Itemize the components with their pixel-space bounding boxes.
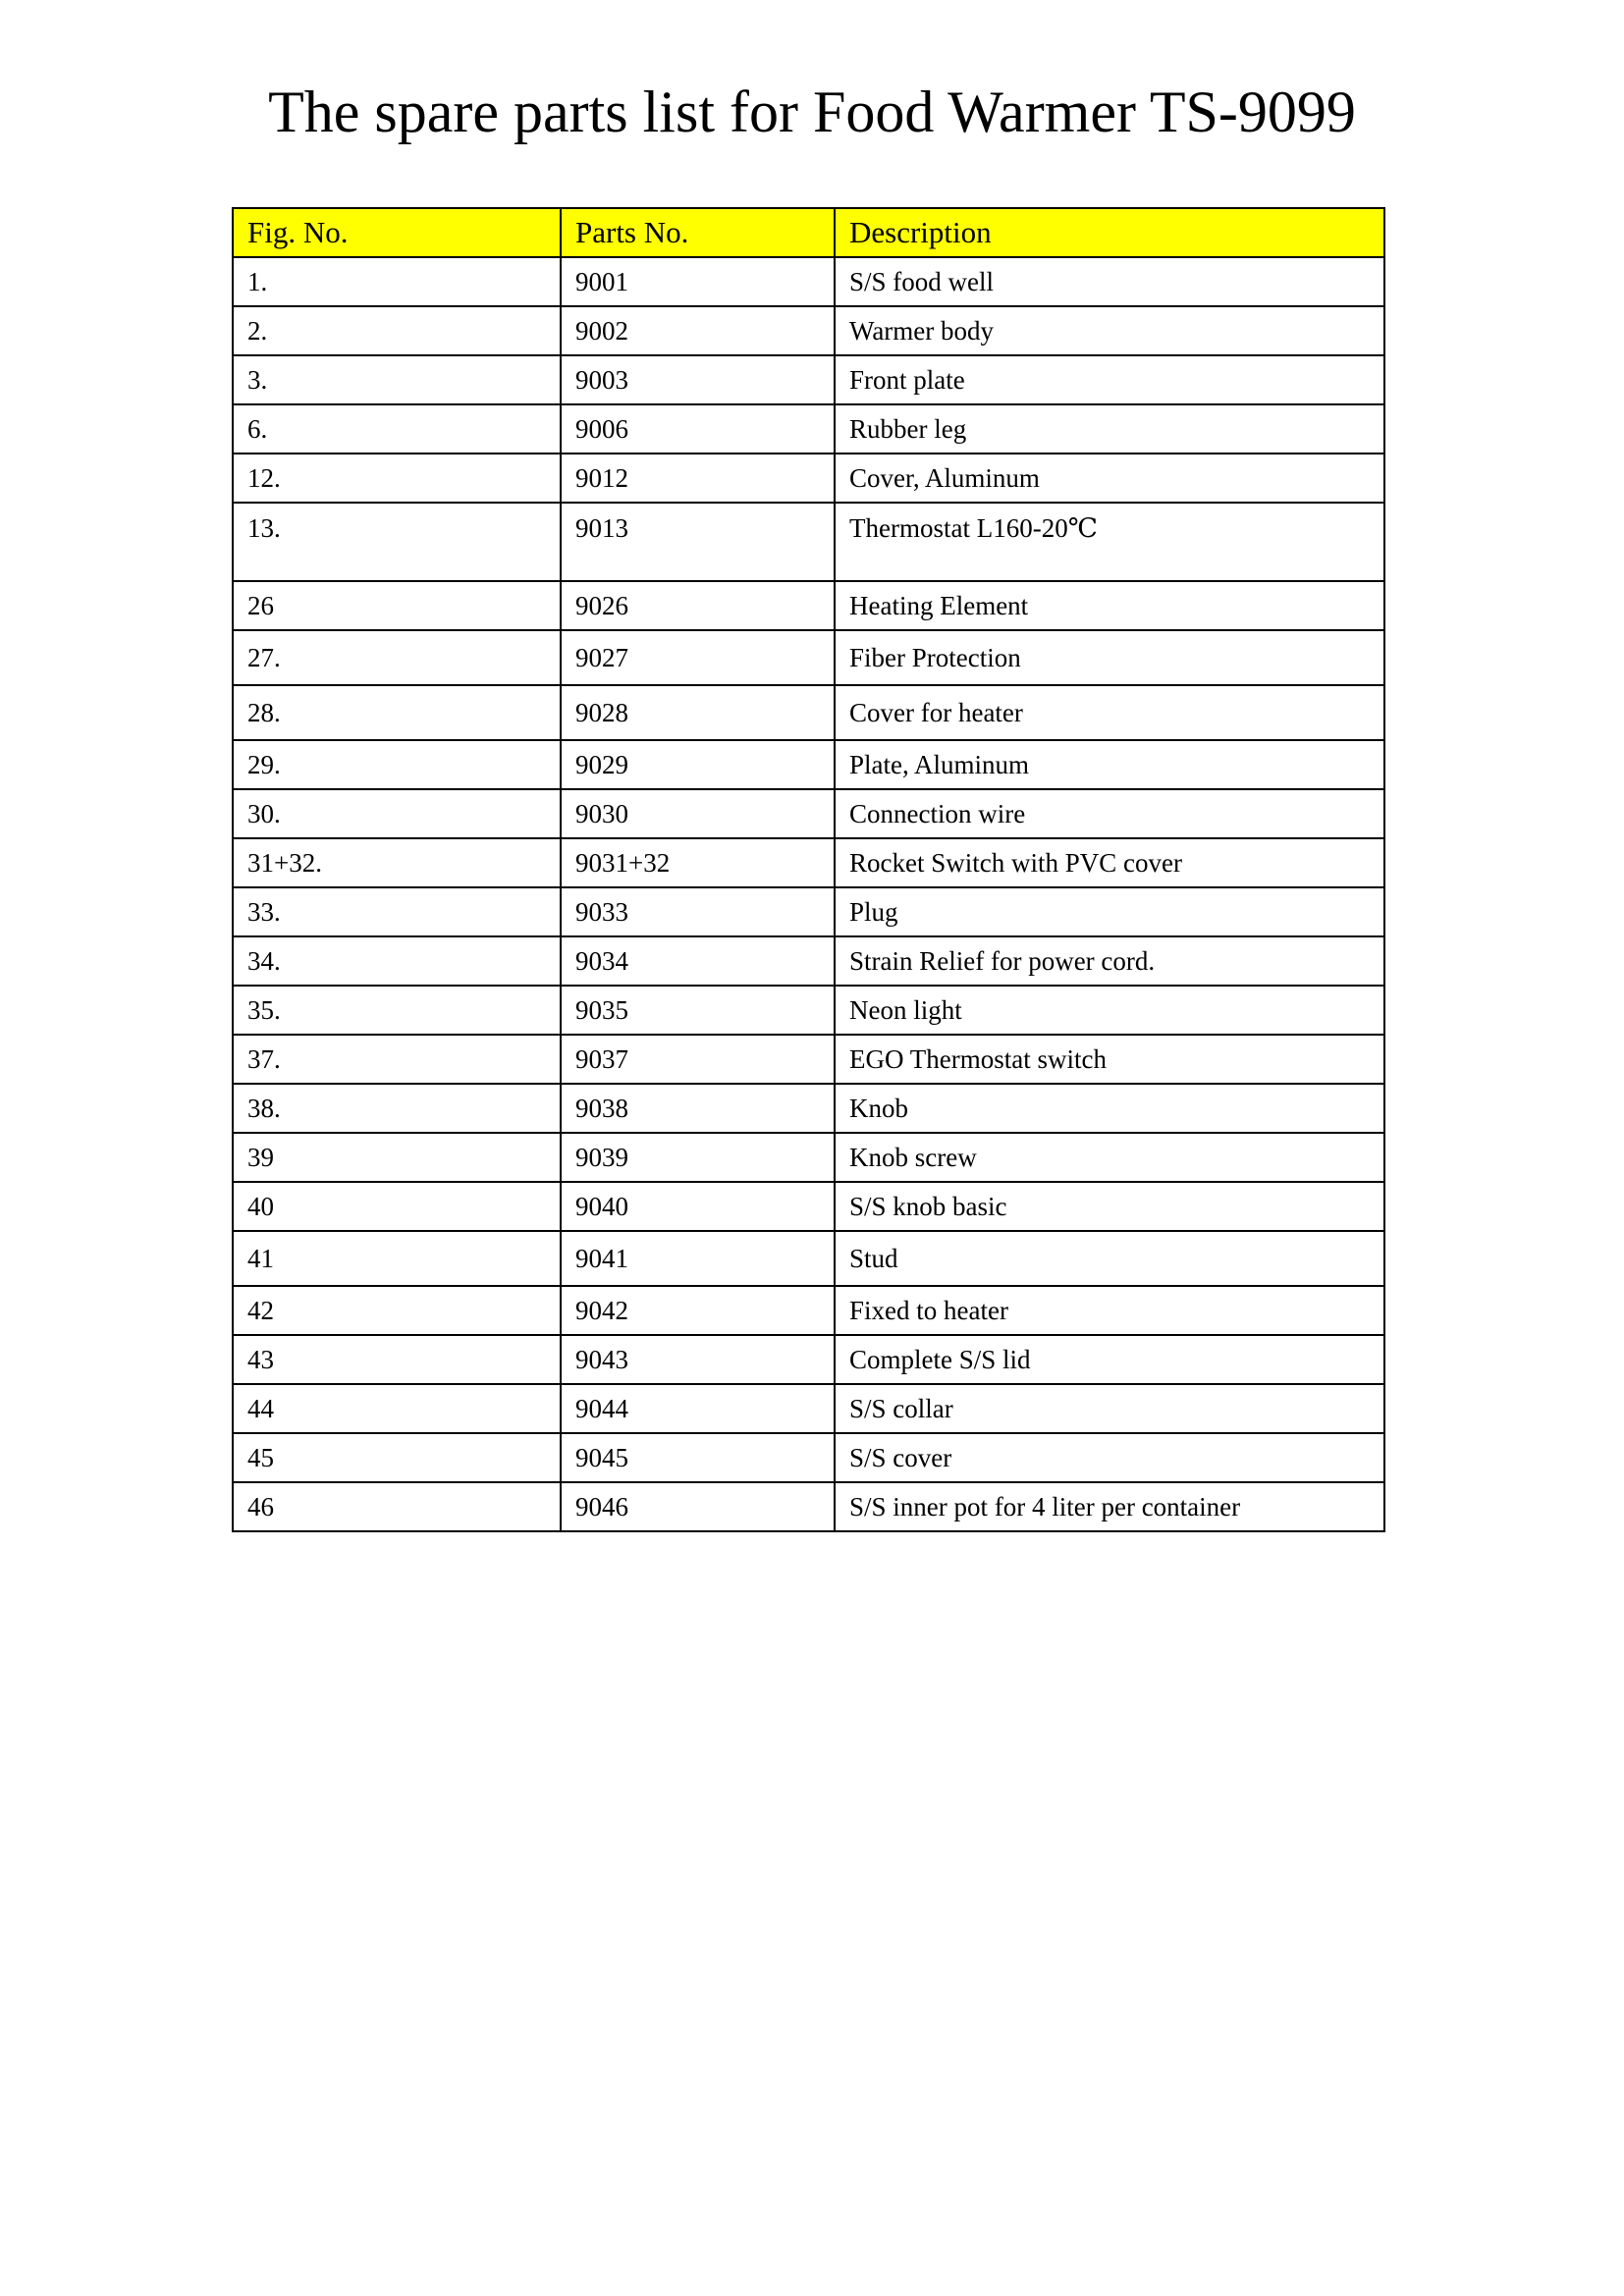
- fig-no-cell: 30.: [233, 789, 561, 838]
- parts-no-cell: 9034: [561, 936, 835, 986]
- fig-no-cell: 44: [233, 1384, 561, 1433]
- parts-no-cell: 9013: [561, 503, 835, 581]
- parts-no-cell: 9046: [561, 1482, 835, 1531]
- description-cell: Cover for heater: [835, 685, 1384, 740]
- fig-no-cell: 35.: [233, 986, 561, 1035]
- parts-no-cell: 9002: [561, 306, 835, 355]
- description-cell: S/S knob basic: [835, 1182, 1384, 1231]
- description-cell: Connection wire: [835, 789, 1384, 838]
- table-row: [233, 1133, 1384, 1182]
- fig-no-cell: 33.: [233, 887, 561, 936]
- table-row: [233, 740, 1384, 789]
- parts-no-cell: 9042: [561, 1286, 835, 1335]
- table-row: [233, 838, 1384, 887]
- fig-no-cell: 34.: [233, 936, 561, 986]
- header-parts-no: Parts No.: [561, 208, 835, 257]
- fig-no-cell: 40: [233, 1182, 561, 1231]
- table-row: [233, 789, 1384, 838]
- description-cell: Cover, Aluminum: [835, 454, 1384, 503]
- fig-no-cell: 31+32.: [233, 838, 561, 887]
- fig-no-cell: 6.: [233, 404, 561, 454]
- description-cell: Warmer body: [835, 306, 1384, 355]
- table-row: [233, 306, 1384, 355]
- parts-no-cell: 9012: [561, 454, 835, 503]
- parts-no-cell: 9003: [561, 355, 835, 404]
- parts-no-cell: 9041: [561, 1231, 835, 1286]
- description-cell: EGO Thermostat switch: [835, 1035, 1384, 1084]
- fig-no-cell: 1.: [233, 257, 561, 306]
- parts-no-cell: 9001: [561, 257, 835, 306]
- description-cell: Plug: [835, 887, 1384, 936]
- description-cell: Plate, Aluminum: [835, 740, 1384, 789]
- description-cell: Heating Element: [835, 581, 1384, 630]
- fig-no-cell: 37.: [233, 1035, 561, 1084]
- parts-no-cell: 9033: [561, 887, 835, 936]
- parts-no-cell: 9045: [561, 1433, 835, 1482]
- table-row: [233, 1084, 1384, 1133]
- table-row: [233, 1433, 1384, 1482]
- fig-no-cell: 29.: [233, 740, 561, 789]
- parts-no-cell: 9035: [561, 986, 835, 1035]
- fig-no-cell: 38.: [233, 1084, 561, 1133]
- table-row: [233, 630, 1384, 685]
- table-row: [233, 503, 1384, 581]
- table-row: [233, 936, 1384, 986]
- parts-no-cell: 9040: [561, 1182, 835, 1231]
- description-cell: S/S food well: [835, 257, 1384, 306]
- table-row: [233, 1384, 1384, 1433]
- fig-no-cell: 42: [233, 1286, 561, 1335]
- table-row: [233, 1182, 1384, 1231]
- table-row: [233, 581, 1384, 630]
- description-cell: Knob screw: [835, 1133, 1384, 1182]
- fig-no-cell: 43: [233, 1335, 561, 1384]
- fig-no-cell: 41: [233, 1231, 561, 1286]
- fig-no-cell: 28.: [233, 685, 561, 740]
- table-row: [233, 1286, 1384, 1335]
- description-cell: Neon light: [835, 986, 1384, 1035]
- fig-no-cell: 13.: [233, 503, 561, 581]
- table-header-row: [233, 208, 1384, 257]
- table-row: [233, 1035, 1384, 1084]
- description-cell: Rocket Switch with PVC cover: [835, 838, 1384, 887]
- description-cell: Knob: [835, 1084, 1384, 1133]
- spare-parts-table: [232, 207, 1385, 1532]
- description-cell: Fixed to heater: [835, 1286, 1384, 1335]
- table-row: [233, 1482, 1384, 1531]
- table-row: [233, 685, 1384, 740]
- description-cell: Stud: [835, 1231, 1384, 1286]
- table-row: [233, 1231, 1384, 1286]
- description-cell: S/S collar: [835, 1384, 1384, 1433]
- description-cell: Complete S/S lid: [835, 1335, 1384, 1384]
- parts-no-cell: 9039: [561, 1133, 835, 1182]
- description-cell: Strain Relief for power cord.: [835, 936, 1384, 986]
- parts-no-cell: 9029: [561, 740, 835, 789]
- parts-no-cell: 9027: [561, 630, 835, 685]
- parts-no-cell: 9026: [561, 581, 835, 630]
- fig-no-cell: 3.: [233, 355, 561, 404]
- parts-no-cell: 9028: [561, 685, 835, 740]
- table-row: [233, 257, 1384, 306]
- table-row: [233, 355, 1384, 404]
- fig-no-cell: 27.: [233, 630, 561, 685]
- description-cell: S/S cover: [835, 1433, 1384, 1482]
- table-body: [233, 257, 1384, 1531]
- fig-no-cell: 26: [233, 581, 561, 630]
- description-cell: Front plate: [835, 355, 1384, 404]
- fig-no-cell: 39: [233, 1133, 561, 1182]
- description-cell: Thermostat L160-20℃: [835, 503, 1384, 581]
- fig-no-cell: 2.: [233, 306, 561, 355]
- page-title: The spare parts list for Food Warmer TS-9099: [268, 80, 1356, 144]
- parts-no-cell: 9006: [561, 404, 835, 454]
- header-fig-no: Fig. No.: [233, 208, 561, 257]
- table-row: [233, 454, 1384, 503]
- table-row: [233, 404, 1384, 454]
- parts-no-cell: 9031+32: [561, 838, 835, 887]
- parts-no-cell: 9043: [561, 1335, 835, 1384]
- description-cell: Fiber Protection: [835, 630, 1384, 685]
- fig-no-cell: 46: [233, 1482, 561, 1531]
- header-description: Description: [835, 208, 1384, 257]
- description-cell: S/S inner pot for 4 liter per container: [835, 1482, 1384, 1531]
- parts-no-cell: 9038: [561, 1084, 835, 1133]
- fig-no-cell: 12.: [233, 454, 561, 503]
- fig-no-cell: 45: [233, 1433, 561, 1482]
- parts-no-cell: 9030: [561, 789, 835, 838]
- table-row: [233, 986, 1384, 1035]
- table-row: [233, 1335, 1384, 1384]
- parts-no-cell: 9037: [561, 1035, 835, 1084]
- parts-no-cell: 9044: [561, 1384, 835, 1433]
- description-cell: Rubber leg: [835, 404, 1384, 454]
- table-row: [233, 887, 1384, 936]
